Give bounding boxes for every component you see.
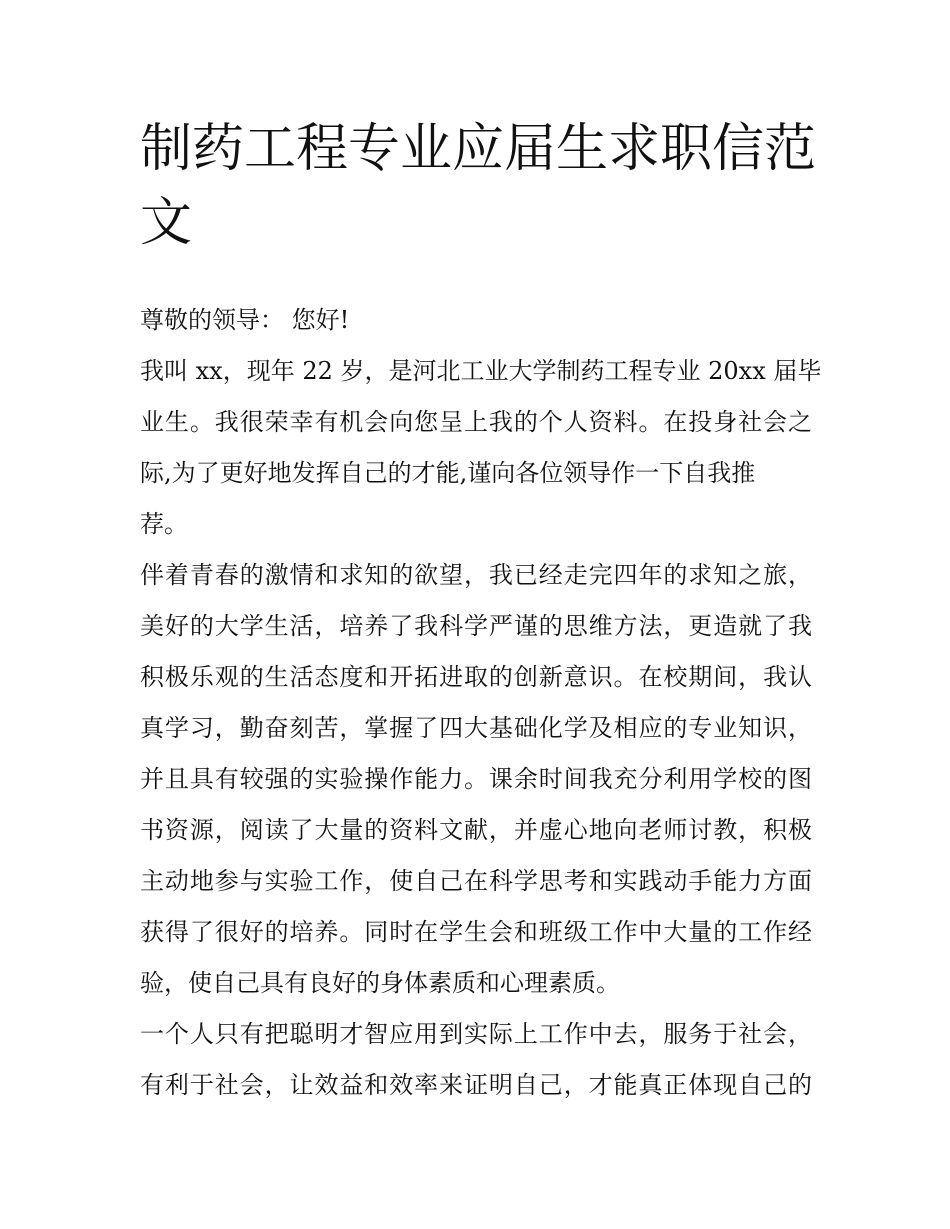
- text-line: 并且具有较强的实验操作能力。课余时间我充分利用学校的图: [140, 765, 812, 793]
- text-line: 际,为了更好地发挥自己的才能,谨向各位领导作一下自我推: [140, 459, 756, 487]
- text-line: 验，使自己具有良好的身体素质和心理素质。: [140, 969, 620, 997]
- text-line: 真学习，勤奋刻苦，掌握了四大基础化学及相应的专业知识，: [140, 714, 812, 742]
- text-line: 有利于社会，让效益和效率来证明自己，才能真正体现自己的: [140, 1071, 812, 1099]
- salutation: 尊敬的领导： 您好!: [140, 306, 350, 334]
- text-line: 我叫 xx，现年 22 岁，是河北工业大学制药工程专业 20xx 届毕: [140, 357, 822, 385]
- text-line: 获得了很好的培养。同时在学生会和班级工作中大量的工作经: [140, 918, 812, 946]
- text-line: 荐。: [140, 510, 188, 538]
- text-line: 伴着青春的激情和求知的欲望，我已经走完四年的求知之旅，: [140, 561, 812, 589]
- text-line: 一个人只有把聪明才智应用到实际上工作中去，服务于社会，: [140, 1020, 812, 1048]
- document-body: [140, 112, 822, 1111]
- paragraph-introduction: [140, 346, 822, 550]
- text-line: 积极乐观的生活态度和开拓进取的创新意识。在校期间，我认: [140, 663, 812, 691]
- text-line: 主动地参与实验工作，使自己在科学思考和实践动手能力方面: [140, 867, 812, 895]
- title-line: 制药工程专业应届生求职信范: [140, 119, 817, 179]
- document-title: [140, 112, 817, 260]
- text-line: 书资源，阅读了大量的资料文献，并虚心地向老师讨教，积极: [140, 816, 812, 844]
- paragraph-education: [140, 550, 812, 1009]
- text-line: 美好的大学生活，培养了我科学严谨的思维方法，更造就了我: [140, 612, 812, 640]
- text-line: 业生。我很荣幸有机会向您呈上我的个人资料。在投身社会之: [140, 408, 812, 436]
- title-line: 文: [140, 193, 193, 253]
- paragraph-closing: [140, 1009, 812, 1111]
